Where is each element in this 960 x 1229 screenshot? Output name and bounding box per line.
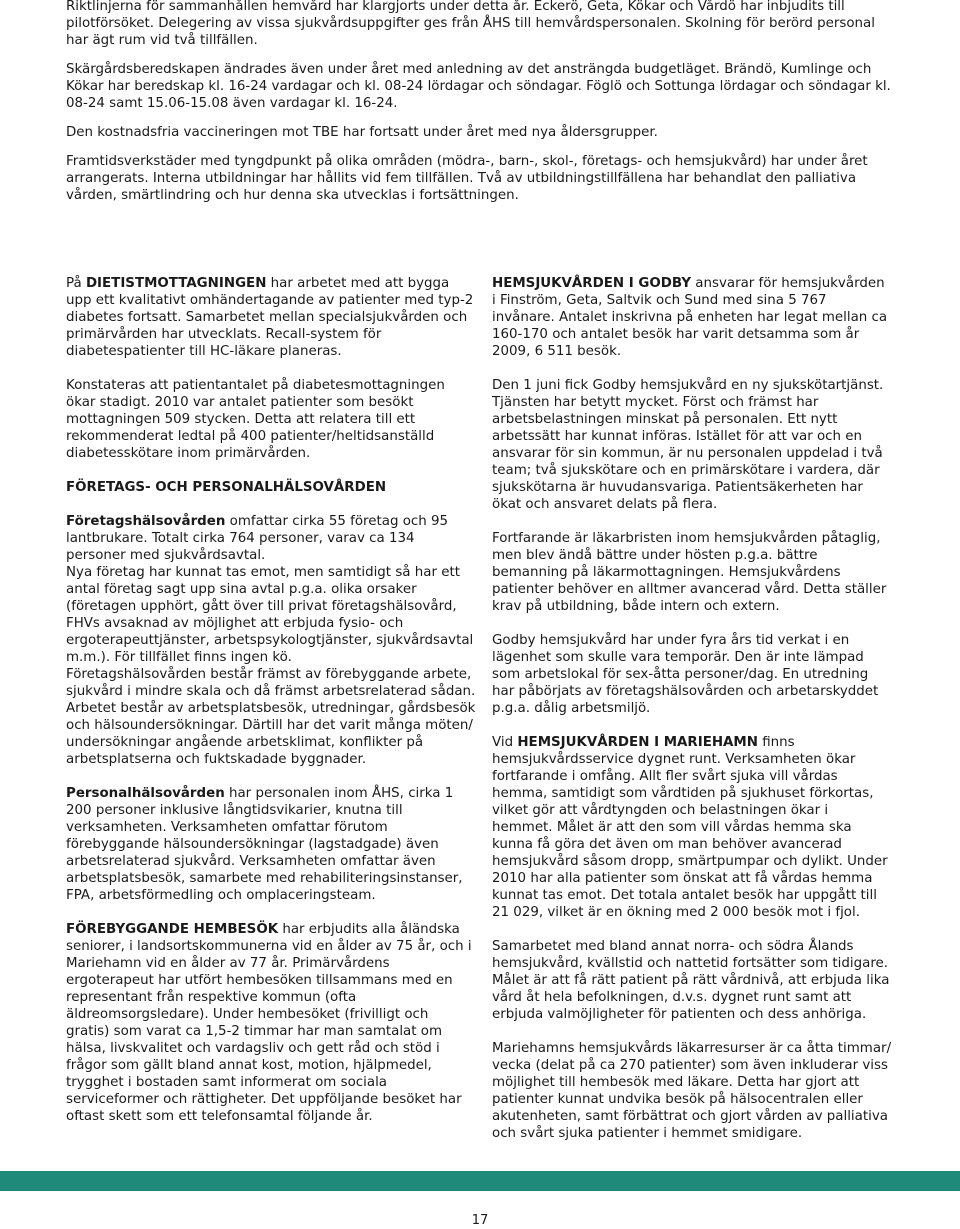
footer-color-bar <box>0 1171 960 1191</box>
dietist-paragraph: På DIETISTMOTTAGNINGEN har arbetet med att bygga upp ett kvalitativt omhändertagande av patienter med typ-2 diabetes fortsatt. Samarbetet mellan specialsjukvården och primärvården har utvecklats. Recall-system för diabetespatienter till HC-läkare planeras. <box>66 276 474 359</box>
page-number: 17 <box>471 1213 489 1228</box>
samarbete-paragraph: Samarbetet med bland annat norra- och södra Ålands hemsjukvård, kvällstid och nattetid fortsätter som tidigare. Målet är att få rätt patient på rätt vårdnivå, att erbjuda lika vård åt hela befolkningen, d.v.s. dygnet runt samt att erbjuda valmöjligheter för patienten och dess anhöriga. <box>492 939 890 1022</box>
foretagshalsovard-paragraph-2: Nya företag har kunnat tas emot, men samtidigt så har ett antal företag sagt upp sina avtal p.g.a. olika orsaker (företagen upphört, gått över till privat företagshälsovård, FHVs avsaknad av möjlighet att erbjuda fysio- och ergoterapeuttjänster, arbetspsykologtjänster, sjukvårdsavtal m.m.). För tillfället finns ingen kö. <box>66 565 474 665</box>
mariehamn-paragraph: Vid HEMSJUKVÅRDEN I MARIEHAMN finns hemsjukvårdsservice dygnet runt. Verksamheten ökar fortfarande i omfång. Allt fler svårt sjuka vill vårdas hemma, samtidigt som vårdtiden på sjukhuset förkortas, vilket gör att vårdtyngden och belastningen ökar i hemmet. Målet är att den som vill vårdas hemma ska kunna få göra det även om man behöver avancerad hemsjukvård såsom dropp, smärtpumpar och dylikt. Under 2010 har alla patienter som önskat att få vårdas hemma kunnat tas emot. Det totala antalet besök har uppgått till 21 029, vilket är en ökning med 2 000 besök mot i fjol. <box>492 735 888 920</box>
intro-paragraph-hemvard: Riktlinjerna för sammanhållen hemvård har klargjorts under detta år. Eckerö, Geta, Kökar och Vårdö har inbjudits till pilotförsöket. Delegering av vissa sjukvårdsuppgifter ges från ÅHS till hemvårdspersonalen. Skolning för berörd personal har ägt rum vid två tillfällen. <box>66 0 875 48</box>
left-column <box>66 275 476 1142</box>
godby-paragraph: HEMSJUKVÅRDEN I GODBY ansvarar för hemsjukvården i Finström, Geta, Saltvik och Sund med sina 5 767 invånare. Antalet inskrivna på enheten har legat mellan ca 160-170 och antalet besök har varit detsamma som år 2009, 6 511 besök. <box>492 276 888 359</box>
intro-paragraph-framtidsverkstader: Framtidsverkstäder med tyngdpunkt på olika områden (mödra-, barn-, skol-, företags- och hemsjukvård) har under året arrangerats. Interna utbildningar har hållits vid fem tillfällen. Två av utbildningstillfällena har behandlat den palliativa vården, smärtlindring och hur denna ska utvecklas i fortsättningen. <box>66 154 868 203</box>
hembesok-paragraph: FÖREBYGGANDE HEMBESÖK har erbjudits alla åländska seniorer, i landsortskommunerna vid en ålder av 75 år, och i Mariehamn vid en ålder av 77 år. Primärvårdens ergoterapeut har utfört hembesöken tillsammans med en representant från respektive kommun (ofta äldreomsorgsledare). Under hembesöket (frivilligt och gratis) som varat ca 1,5-2 timmar har man samtalat om hälsa, livskvalitet och vardagsliv och gett råd och stöd i frågor som gällt bland annat kost, motion, hjälpmedel, trygghet i bostaden samt informerat om sociala serviceformer och rättigheter. Det uppföljande besöket har oftast skett som ett telefonsamtal följande år. <box>66 922 472 1124</box>
personalhalsovard-paragraph: Personalhälsovården har personalen inom ÅHS, cirka 1 200 personer inklusive långtidsvikarier, knutna till verksamheten. Verksamheten omfattar förutom förebyggande hälsoundersökningar (lagstadgade) även arbetsrelaterad sjukvård. Verksamheten omfattar även arbetsplatsbesök, samarbete med rehabiliteringsinstanser, FPA, arbetsförmedling och omplaceringsteam. <box>66 786 463 903</box>
intro-paragraph-skargard: Skärgårdsberedskapen ändrades även under året med anledning av det ansträngda budgetläget. Brändö, Kumlinge och Kökar har beredskap kl. 16-24 vardagar och kl. 08-24 lördagar och söndagar. Föglö och Sottunga lördagar och söndagar kl. 08-24 samt 15.06-15.08 även vardagar kl. 16-24. <box>66 62 891 111</box>
section-heading-foretagshalsovard: FÖRETAGS- OCH PERSONALHÄLSOVÅRDEN <box>66 480 387 495</box>
intro-section <box>66 0 896 216</box>
lakarbrist-paragraph: Fortfarande är läkarbristen inom hemsjukvården påtaglig, men blev ändå bättre under hösten p.g.a. bättre bemanning på läkarmottagningen. Hemsjukvårdens patienter behöver en alltmer avancerad vård. Detta ställer krav på utbildning, både intern och extern. <box>492 531 887 614</box>
diabetes-paragraph: Konstateras att patientantalet på diabetesmottagningen ökar stadigt. 2010 var antalet patienter som besökt mottagningen 509 stycken. Detta att relatera till ett rekommenderat ledtal på 400 patienter/heltidsanställd diabetesskötare inom primärvården. <box>66 378 445 461</box>
intro-paragraph-tbe: Den kostnadsfria vaccineringen mot TBE har fortsatt under året med nya åldersgrupper. <box>66 125 658 140</box>
right-column <box>492 275 892 1159</box>
dietist-heading: DIETISTMOTTAGNINGEN <box>85 276 267 291</box>
godby-sjukskotare-paragraph: Den 1 juni fick Godby hemsjukvård en ny sjukskötartjänst. Tjänsten har betytt mycket. Först och främst har arbetsbelastningen minskat på personalen. Ett nytt arbetssätt har kunnat införas. Istället för att var och en ansvarar för sin kommun, är nu personalen uppdelad i två team; två sjukskötare och en primärskötare i vardera, där sjukskötarna är huvudansvariga. Patientsäkerheten har ökat och ansvaret delats på flera. <box>492 378 884 512</box>
lakarresurser-paragraph: Mariehamns hemsjukvårds läkarresurser är ca åtta timmar/ vecka (delat på ca 270 patienter) som även inkluderar viss möjlighet till hembesök med läkare. Detta har gjort att patienter kunnat undvika besök på hälsocentralen eller akutenheten, samt förbättrat och gjort vården av palliativa och svårt sjuka patienter i hemmet smidigare. <box>492 1041 892 1141</box>
godby-lokal-paragraph: Godby hemsjukvård har under fyra års tid verkat i en lägenhet som skulle vara temporär. Den är inte lämpad som arbetslokal för sex-åtta personer/dag. En utredning har påbörjats av företagshälsovården och arbetarskyddet p.g.a. dålig arbetsmiljö. <box>492 633 879 716</box>
foretagshalsovard-paragraph: Företagshälsovården omfattar cirka 55 företag och 95 lantbrukare. Totalt cirka 764 personer, varav ca 134 personer med sjukvårdsavtal. <box>66 514 449 563</box>
foretagshalsovard-paragraph-3: Företagshälsovården består främst av förebyggande arbete, sjukvård i mindre skala och då främst arbetsrelaterad sådan. Arbetet består av arbetsplatsbesök, utredningar, gårdsbesök och hälsoundersökningar. Därtill har det varit många möten/ undersökningar angående arbetsklimat, konflikter på arbetsplatserna och fuktskadade byggnader. <box>66 667 476 767</box>
